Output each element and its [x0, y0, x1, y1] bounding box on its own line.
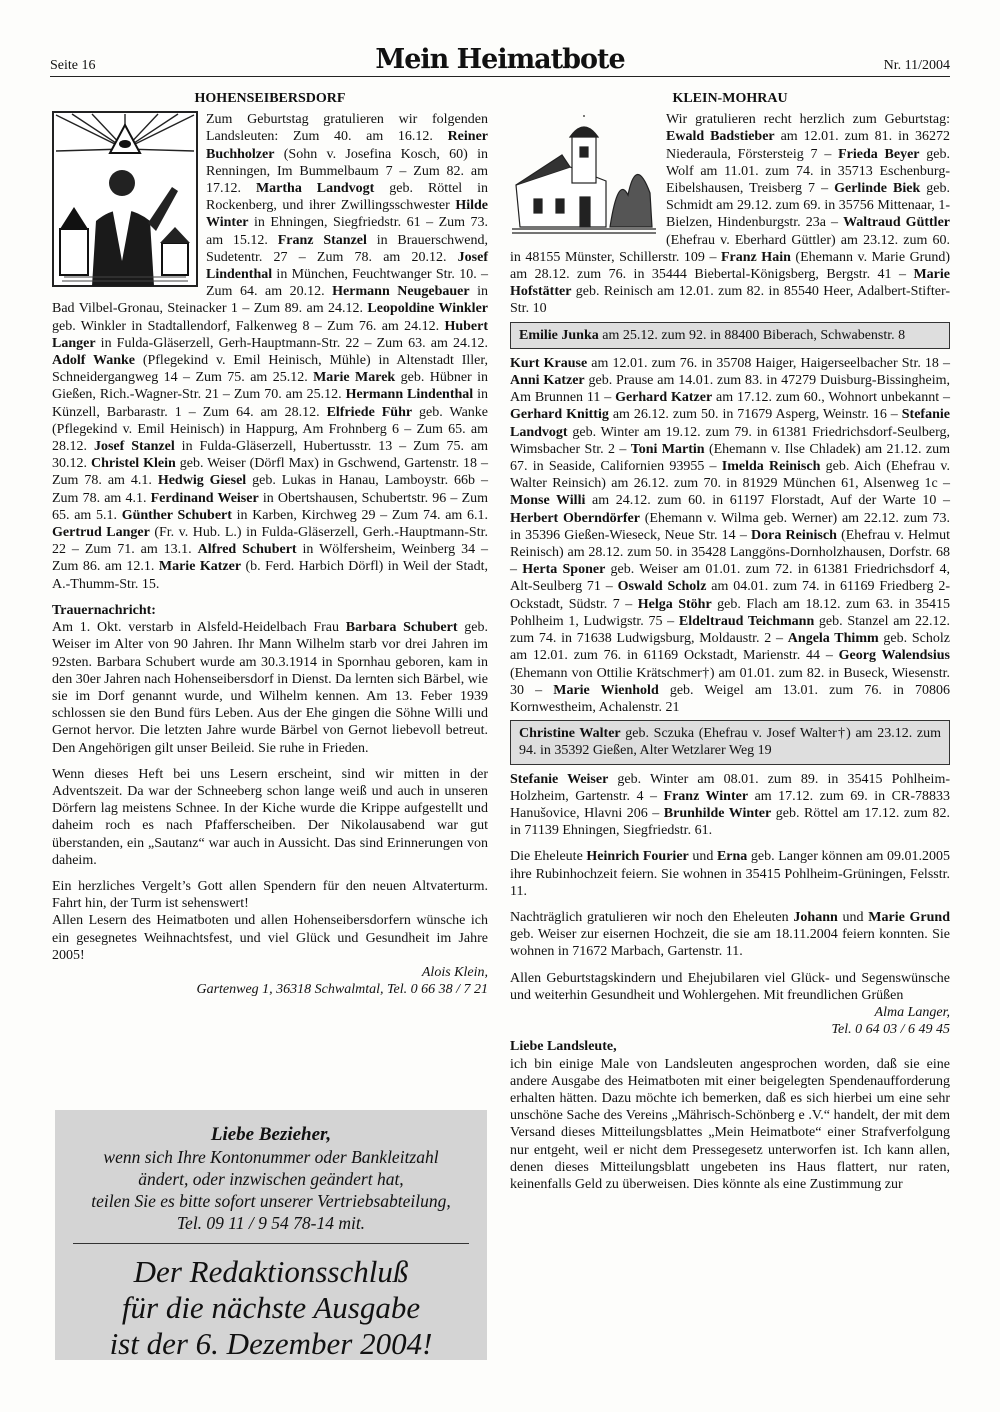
text-run: geb. Lukas in Hanau, Lamboystr. 66b – Zum 78. am 4.1.: [52, 473, 488, 506]
text-run: (Ehemann von Ottilie Krätschmer†) am 01.01. zum 82. in Buseck, Wiesenstr. 30 –: [510, 665, 950, 698]
person-name: Reiner Buchholzer: [206, 129, 488, 162]
text-run: (Ehefrau v. Eberhard Güttler) am 23.12. zum 60. in 48155 Münster, Schillerstr. 109 –: [510, 232, 950, 265]
text-run: Zum Geburtstag gratulieren wir folgenden Landsleuten: Zum 40. am 16.12.: [206, 112, 488, 145]
text-run: geb. Weiser im Alter von 90 Jahren. Ihr Mann Wilhelm starb vor drei Jahren im 92sten. Barbara Schubert wurde am 30.3.1914 in Spornhau geboren, kam in den 30er Jahren nach Hohenseibersdorf in Dienst. Da lernten sich Bärbel, wie sie im Dorf genannt wurde, und Wilhelm kennen. Am 13. Feber 1939 schlossen sie den Bund fürs Leben. Aus der Ehe gingen die Söhne Willi und Gernot hervor. Die letzten Jahre wurde Bärbel von Gernot liebevoll betreut. Den Angehörigen gilt unser Beileid. Sie ruhe in Frieden.: [52, 620, 488, 756]
text-run: in Fulda-Gläserzell, Hubertusstr. 13 – Zum 75. am 30.12.: [52, 439, 488, 472]
text-run: geb. Röttel am 17.12. zum 82. in 71139 Ehningen, Siegfriedstr. 61.: [510, 805, 950, 839]
right-column: [510, 90, 950, 1193]
person-name: Franz Stanzel: [277, 232, 367, 248]
text-run: und: [688, 849, 717, 865]
person-name: Gertrud Langer: [52, 525, 150, 541]
text-run: geb. Reinisch am 12.01. zum 82. in 85540 Heer, Adalbert-Stifter-Str. 10: [510, 284, 950, 317]
text-run: geb. Weiser (Dörfl Max) in Gschwend, Gartenstr. 18 – Zum 78. am 4.1.: [52, 456, 488, 489]
woodcut-illustration: [52, 111, 198, 287]
birthday-list-continued: [510, 355, 950, 716]
highlight-box: [510, 720, 950, 764]
text-run: am 12.01. zum 76. in 35708 Haiger, Haigerseelbacher Str. 18 –: [587, 355, 950, 371]
church-illustration: [510, 115, 658, 235]
iron-anniversary-notice: [510, 909, 950, 961]
mourning-notice: [52, 619, 488, 757]
person-name: Gerlinde Biek: [834, 181, 921, 197]
header-rule: [50, 76, 950, 77]
text-run: geb. Schmidt am 29.12. zum 69. in 35756 Mittenaar, 1-Bielzen, Hindenburgstr. 23a –: [666, 181, 950, 231]
person-name: Anni Katzer: [510, 373, 585, 389]
issue-number: Nr. 11/2004: [883, 58, 950, 73]
person-name: Gerhard Katzer: [615, 390, 713, 406]
person-name: Kurt Krause: [510, 355, 588, 371]
greetings-paragraph: Allen Lesern des Heimatboten und allen Hohenseibersdorfern wünsche ich ein gesegnetes Weihnachtsfest, und viel Glück und Gesundheit im Jahre 2005!: [52, 913, 488, 963]
text-run: in Karben, Kirchweg 29 – Zum 74. am 6.1.: [231, 507, 488, 523]
person-name: Martha Landvogt: [255, 181, 375, 197]
text-run: am 24.12. zum 60. in 61197 Florstadt, Auf der Warte 10 –: [585, 493, 950, 509]
birthday-list-end: [510, 771, 950, 840]
text-run: geb. Wolf am 11.01. zum 74. in 35713 Eschenburg-Eibelshausen, Treisberg 7 –: [666, 146, 951, 197]
person-name: Christine Walter: [519, 726, 621, 742]
person-name: Marie Katzer: [158, 559, 242, 575]
text-run: (Ehemann v. Ilse Chladek) am 21.12. zum 67. in Seaside, Californien 93955 –: [510, 441, 950, 475]
text-run: am 17.12. zum 60., Wohnort unbekannt –: [712, 390, 950, 406]
person-name: Ferdinand Weiser: [150, 490, 259, 506]
section-title-klein-mohrau: KLEIN-MOHRAU: [672, 91, 788, 106]
person-name: Alfred Schubert: [197, 542, 297, 558]
person-name: Barbara Schubert: [345, 620, 458, 636]
person-name: Waltraud Güttler: [843, 215, 951, 231]
person-name: Hilde Winter: [206, 198, 488, 231]
text-run: in München, Feuchtwanger Str. 10. – Zum 64. am 20.12.: [206, 267, 488, 300]
ruby-anniversary-notice: [510, 848, 950, 900]
person-name: Leopoldine Winkler: [367, 301, 488, 317]
person-name: Franz Hain: [721, 249, 791, 265]
notice-phone: Tel. 09 11 / 9 54 78-14 mit.: [176, 1213, 366, 1233]
highlight-box: [510, 322, 950, 349]
person-name: Herbert Oberndörfer: [510, 510, 640, 526]
text-run: geb. Sczuka (Ehefrau v. Josef Walter†) am 23.12. zum 94. in 35392 Gießen, Alter Wetzlarer Weg 19: [519, 726, 941, 759]
thanks-paragraph: Ein herzliches Vergelt’s Gott allen Spendern für den neuen Altvaterturm. Fahrt hin, der Turm ist sehenswert!: [52, 878, 488, 912]
letter-body: ich bin einige Male von Landsleuten angesprochen worden, daß sie eine andere Ausgabe des Heimatboten mit einer beigelegten Spendenaufforderung erhalten hätten. Dazu möchte ich bemerken, daß es sich hierbei um eine sehr unschöne Sache des Vereins „Mährisch-Schönberg e .V.“ handelt, der mit dem Versand dieses Mitteilungsblattes „Mein Heimatbote“ einer Strafverfolgung nur entgeht, weil er nicht dem Pressegesetz unterworfen ist. Ich kann allen, denen dieses Mitteilungsblatt ungebeten ins Haus flattert, nur raten, keinenfalls Geld zu überweisen. Dies könnte als eine Zustimmung zur: [510, 1056, 950, 1192]
person-name: Herta Sponer: [522, 562, 606, 578]
text-run: (Fr. v. Hub. L.) in Fulda-Gläserzell, Gerh.-Hauptmann-Str. 22 – Zum 71. am 13.1.: [52, 525, 488, 558]
signature-phone: Tel. 0 64 03 / 6 49 45: [831, 1022, 950, 1038]
notice-line: ändert, oder inzwischen geändert hat,: [138, 1169, 404, 1189]
letter-heading: Liebe Landsleute,: [510, 1039, 617, 1055]
text-run: in Wölfersheim, Weinberg 34 – Zum 86. am 12.1.: [52, 542, 488, 575]
text-run: in Brauerschwend, Sudetentr. 27 – Zum 78. am 20.12.: [206, 232, 488, 265]
notice-line: wenn sich Ihre Kontonummer oder Bankleitzahl: [103, 1147, 439, 1167]
left-column: [52, 90, 488, 998]
signature-name: Alois Klein,: [421, 964, 488, 980]
text-run: Nachträglich gratulieren wir noch den Eheleuten: [510, 909, 794, 925]
text-run: in Ehningen, Siegfriedstr. 61 – Zum 73. am 15.12.: [206, 215, 488, 248]
text-run: (b. Ferd. Harbich Dörfl) in Weil der Stadt, A.-Thumm-Str. 15.: [52, 559, 488, 592]
person-name: Günther Schubert: [121, 507, 232, 523]
text-run: in Fulda-Gläserzell, Gerh-Hauptmann-Str. 22 – Zum 63. am 24.12.: [95, 335, 488, 351]
deadline-date: ist der 6. Dezember 2004!: [109, 1326, 433, 1361]
person-name: Hubert Langer: [52, 318, 488, 351]
person-name: Marie Wienhold: [553, 682, 659, 698]
text-run: geb. Winter am 19.12. zum 79. in 61381 Friedrichsdorf-Seulberg, Wimsbacher Str. 2 –: [510, 424, 950, 457]
text-run: geb. Wanke (Pflegekind v. Emil Heinisch) in Happurg, Am Frohnberg 6 – Zum 65. am 28.12.: [52, 404, 488, 455]
text-run: Am 1. Okt. verstarb in Alsfeld-Heidelbach Frau: [52, 620, 346, 636]
text-run: geb. Prause am 14.01. zum 83. in 47279 Duisburg-Bissingheim, Am Brunnen 11 –: [510, 373, 950, 406]
deadline-line: Der Redaktionsschluß: [133, 1254, 409, 1289]
text-run: geb. Weiser am 01.01. zum 72. in 61381 Friedrichsdorf 4, Alt-Seulberg 71 –: [510, 562, 951, 595]
person-name: Marie Hofstätter: [510, 267, 950, 300]
person-name: Gerhard Knittig: [510, 407, 609, 423]
text-run: geb. Stanzel am 22.12. zum 74. in 71638 Ludwigsburg, Moldaustr. 2 –: [510, 613, 950, 647]
person-name: Frieda Beyer: [838, 146, 920, 162]
text-run: (Sohn v. Josefina Kosch, 60) in Renningen, Im Bummelbaum 7 – Zum 82. am 17.12.: [206, 146, 488, 197]
text-run: in Bad Vilbel-Gronau, Steinacker 1 – Zum 89. am 24.12.: [52, 284, 488, 317]
text-run: geb. Flach am 18.12. zum 63. in 35415 Pohlheim 1, Ludwigstr. 75 –: [510, 596, 950, 629]
text-run: (Ehemann v. Wilma geb. Werner) am 22.12. zum 73. in 35396 Gießen-Wieseck, Neue Str. 14 –: [510, 510, 950, 543]
text-run: Die Eheleute: [510, 849, 587, 865]
text-run: geb. Winkler in Stadtallendorf, Falkenweg 8 – Zum 76. am 24.12.: [52, 318, 445, 334]
text-run: am 26.12. zum 50. in 71679 Asperg, Weinstr. 16 –: [608, 407, 902, 423]
text-run: Wir gratulieren recht herzlich zum Geburtstag:: [666, 112, 950, 128]
person-name: Georg Walendsius: [838, 648, 950, 664]
person-name: Heinrich Fourier: [586, 849, 689, 865]
person-name: Marie Grund: [868, 909, 950, 925]
person-name: Elfriede Führ: [326, 404, 413, 420]
text-run: in Obertshausen, Schubertstr. 96 – Zum 65. am 5.1.: [52, 490, 489, 523]
text-run: und: [837, 909, 869, 925]
person-name: Johann: [793, 909, 838, 925]
person-name: Christel Klein: [90, 456, 176, 472]
person-name: Hermann Lindenthal: [345, 387, 474, 403]
text-run: am 25.12. zum 92. in 88400 Biberach, Schwabenstr. 8: [598, 327, 906, 343]
person-name: Toni Martin: [630, 441, 705, 457]
text-run: geb. Weigel am 13.01. zum 76. in 70806 Kornwestheim, Achalenstr. 21: [510, 682, 951, 715]
person-name: Hedwig Giesel: [157, 473, 247, 489]
text-run: geb. Röttel in Rockenberg, und ihrer Zwillingsschwester: [206, 181, 489, 214]
section-title-hohenseibersdorf: HOHENSEIBERSDORF: [194, 91, 346, 106]
text-run: geb. Aich (Ehefrau v. Walter Reinsich) am 26.12. zum 70. in 81929 München 61, Alsenweg 1c –: [510, 459, 951, 492]
person-name: Helga Stöhr: [637, 596, 712, 612]
advent-paragraph: Wenn dieses Heft bei uns Lesern erscheint, sind wir mitten in der Adventszeit. Da war der Schneeberg schon lange weiß und auch in unseren Dörfern lag meistens Schnee. In der Kiche wurde die Krippe aufgestellt und daheim roch es nach Pfafferscheiben. Der Nikolausabend war gut überstanden, ein „Sautanz“ war auch in Aussicht. Das sind Erinnerungen von daheim.: [52, 766, 488, 868]
mourning-heading: Trauernachricht:: [52, 602, 156, 618]
masthead: Mein Heimatbote: [375, 44, 625, 75]
text-run: geb. Hübner in Gießen, Rich.-Wagner-Str. 21 – Zum 70. am 25.12.: [52, 370, 488, 403]
person-name: Josef Stanzel: [93, 439, 175, 455]
text-run: geb. Weiser zur eisernen Hochzeit, die sie am 18.11.2004 feiern konnten. Sie wohnen in 71672 Marbach, Gartenstr. 11.: [510, 927, 950, 960]
person-name: Monse Willi: [510, 493, 586, 509]
text-run: geb. Langer können am 09.01.2005 ihre Rubinhochzeit feiern. Sie wohnen in 35415 Pohlheim-Grüningen, Felsstr. 11.: [510, 849, 950, 899]
person-name: Brunhilde Winter: [663, 805, 772, 821]
person-name: Oswald Scholz: [617, 579, 707, 595]
person-name: Josef Lindenthal: [206, 249, 488, 283]
person-name: Erna: [716, 849, 748, 865]
signature-name: Alma Langer,: [874, 1004, 950, 1020]
subscriber-notice-box: [55, 1110, 487, 1360]
person-name: Imelda Reinisch: [721, 459, 821, 475]
deadline-line: für die nächste Ausgabe: [121, 1290, 421, 1325]
text-run: am 12.01. zum 81. in 36272 Niederaula, Förstersteig 7 –: [666, 129, 950, 162]
text-run: am 17.12. zum 69. in CR-78833 Hanušovice, Hlavni 206 –: [510, 788, 950, 821]
notice-title: Liebe Bezieher,: [210, 1124, 332, 1145]
notice-line: teilen Sie es bitte sofort unserer Vertriebsabteilung,: [91, 1191, 451, 1211]
person-name: Hermann Neugebauer: [332, 284, 470, 300]
person-name: Franz Winter: [663, 788, 749, 804]
text-run: (Ehefrau v. Helmut Reinisch) am 28.12. zum 50. in 35428 Langgöns-Dornholzhausen, Dorfstr. 68 –: [510, 527, 950, 578]
person-name: Adolf Wanke: [52, 353, 136, 369]
wishes-paragraph: Allen Geburtstagskindern und Ehejubilaren viel Glück- und Segenswünsche und weiterhin Gesundheit und Wohlergehen. Mit freundlichen Grüßen: [510, 970, 950, 1003]
person-name: Emilie Junka: [519, 327, 599, 343]
text-run: (Ehemann v. Marie Grund) am 28.12. zum 76. in 35444 Biebertal-Königsberg, Bergstr. 41 –: [510, 249, 951, 283]
person-name: Marie Marek: [313, 370, 396, 386]
person-name: Angela Thimm: [787, 631, 879, 647]
signature-address: Gartenweg 1, 36318 Schwalmtal, Tel. 0 66 38 / 7 21: [196, 982, 488, 998]
person-name: Dora Reinisch: [751, 527, 837, 543]
person-name: Eldeltraud Teichmann: [678, 613, 815, 629]
text-run: geb. Scholz am 12.01. zum 76. in 61169 Ockstadt, Marienstr. 44 –: [510, 631, 950, 664]
text-run: (Pflegekind v. Emil Heinisch, Mühle) in Altenstadt Iller, Schneidergangweg 14 – Zum 75. am 25.12.: [52, 353, 488, 386]
text-run: am 04.01. zum 74. in 61169 Friedberg 2-Ockstadt, Südstr. 7 –: [510, 579, 950, 612]
person-name: Stefanie Landvogt: [510, 407, 950, 440]
text-run: in Künzell, Barbarastr. 1 – Zum 64. am 28.12.: [52, 387, 488, 420]
notice-divider: [73, 1243, 469, 1244]
person-name: Stefanie Weiser: [510, 771, 609, 787]
text-run: geb. Winter am 08.01. zum 89. in 35415 Pohlheim-Holzheim, Gartenstr. 4 –: [510, 771, 950, 804]
page-number: Seite 16: [50, 58, 96, 73]
person-name: Ewald Badstieber: [666, 129, 775, 145]
